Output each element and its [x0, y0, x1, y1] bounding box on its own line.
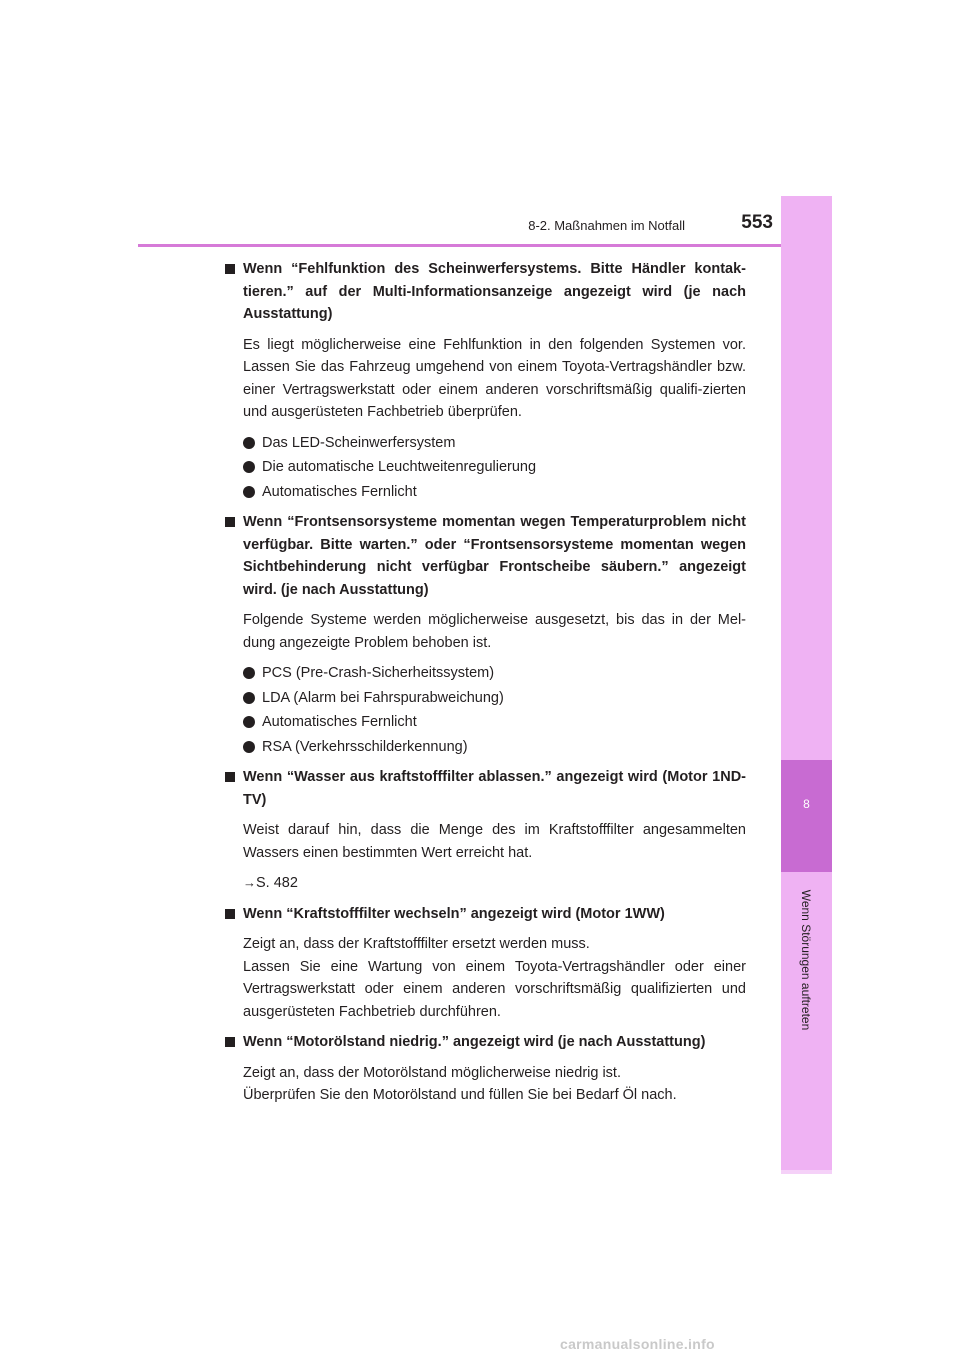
list-item	[224, 662, 746, 685]
section-heading-text: Wenn “Fehlfunktion des Scheinwerfersystems. Bitte Händler kontak-tieren.” auf der Multi-Informationsanzeige angezeigt wird (je nach Ausstattung)	[243, 261, 746, 322]
list-item	[224, 687, 746, 710]
list-item-text: Automatisches Fernlicht	[262, 714, 417, 730]
list-item-text: PCS (Pre-Crash-Sicherheitssystem)	[262, 665, 495, 681]
section-heading	[224, 903, 746, 926]
list-item	[224, 481, 746, 504]
section-heading	[224, 511, 746, 601]
page-reference-text[interactable]: S. 482	[256, 875, 298, 891]
section-body: Lassen Sie eine Wartung von einem Toyota-Vertragshändler oder einer Vertragswerkstatt oder einem anderen vorschriftsmäßig qualifizierten und ausgerüsteten Fachbetrieb durchführen.	[243, 958, 746, 1020]
round-bullet-icon	[243, 692, 255, 704]
list-item-text: Das LED-Scheinwerfersystem	[262, 434, 456, 451]
list-item-text: RSA (Verkehrsschilderkennung)	[262, 738, 468, 755]
list-item	[224, 736, 746, 759]
list-item	[224, 456, 746, 479]
header-section-title: 8-2. Maßnahmen im Notfall	[528, 218, 685, 233]
arrow-right-icon: →	[243, 875, 256, 890]
section-heading	[224, 766, 746, 811]
square-bullet-icon	[225, 772, 235, 782]
round-bullet-icon	[243, 486, 255, 498]
section-body: Überprüfen Sie den Motorölstand und füllen Sie bei Bedarf Öl nach.	[243, 1087, 677, 1103]
section-body: Es liegt möglicherweise eine Fehlfunktion in den folgenden Systemen vor. Lassen Sie das Fahrzeug umgehend von einem Toyota-Vertragshändler bzw. einer Vertragswerkstatt oder einem anderen vorschriftsmäßig qualifi-zierten und ausgerüsteten Fachbetrieb überprüfen.	[243, 336, 746, 420]
section-heading-text: Wenn “Motorölstand niedrig.” angezeigt wird (je nach Ausstattung)	[243, 1034, 706, 1050]
section-heading	[224, 258, 746, 326]
chapter-number-box	[781, 760, 832, 872]
page-content	[224, 258, 746, 1115]
chapter-side-tab-end	[781, 1170, 832, 1174]
page-number: 553	[741, 212, 773, 233]
list-item-text: Die automatische Leuchtweitenregulierung	[262, 459, 537, 475]
list-item	[224, 432, 746, 455]
square-bullet-icon	[225, 517, 235, 527]
watermark: carmanualsonline.info	[560, 1336, 715, 1352]
page-reference[interactable]	[224, 872, 746, 895]
header-divider	[138, 244, 832, 247]
round-bullet-icon	[243, 741, 255, 753]
round-bullet-icon	[243, 667, 255, 679]
section-body: Zeigt an, dass der Kraftstofffilter ersetzt werden muss.	[243, 936, 590, 952]
round-bullet-icon	[243, 437, 255, 449]
section-heading-text: Wenn “Wasser aus kraftstofffilter ablassen.” angezeigt wird (Motor 1ND-TV)	[243, 769, 746, 808]
square-bullet-icon	[225, 909, 235, 919]
chapter-number: 8	[803, 797, 810, 811]
list-item-text: Automatisches Fernlicht	[262, 483, 417, 500]
square-bullet-icon	[225, 264, 235, 274]
list-item	[224, 711, 746, 734]
section-body: Folgende Systeme werden möglicherweise ausgesetzt, bis das in der Mel-dung angezeigte Problem behoben ist.	[243, 612, 746, 651]
section-heading-text: Wenn “Kraftstofffilter wechseln” angezeigt wird (Motor 1WW)	[243, 905, 665, 922]
section-body: Zeigt an, dass der Motorölstand möglicherweise niedrig ist.	[243, 1064, 621, 1081]
list-item-text: LDA (Alarm bei Fahrspurabweichung)	[262, 689, 504, 706]
section-heading-text: Wenn “Frontsensorsysteme momentan wegen Temperaturproblem nicht verfügbar. Bitte warten.” oder “Frontsensorsysteme momentan wegen Sichtbehinderung nicht verfügbar Frontscheibe säubern.” angezeigt wird. (je nach Ausstattung)	[243, 514, 746, 598]
section-heading	[224, 1031, 746, 1054]
round-bullet-icon	[243, 716, 255, 728]
square-bullet-icon	[225, 1037, 235, 1047]
round-bullet-icon	[243, 461, 255, 473]
section-body: Weist darauf hin, dass die Menge des im Kraftstofffilter angesammelten Wassers einen bestimmten Wert erreicht hat.	[243, 822, 746, 861]
chapter-title-vertical: Wenn Störungen auftreten	[799, 889, 813, 1031]
